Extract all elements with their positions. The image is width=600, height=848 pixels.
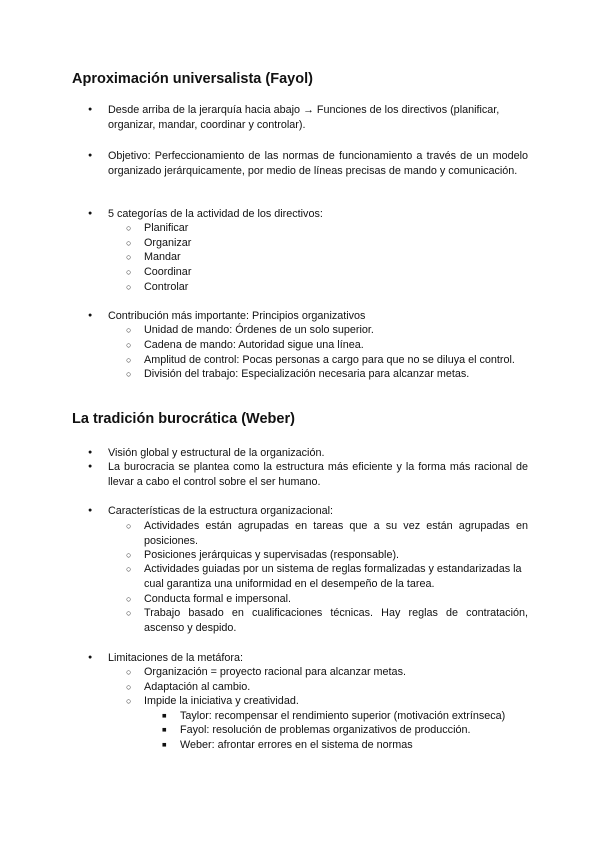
category-item: ○ Planificar bbox=[144, 221, 528, 236]
characteristic-item: ○ Actividades están agrupadas en tareas que a su vez están agrupadas en posiciones. bbox=[144, 519, 528, 548]
characteristic-item: ○ Trabajo basado en cualificaciones técnicas. Hay reglas de contratación, ascenso y despido. bbox=[144, 606, 528, 635]
limitation-item: ○ Organización = proyecto racional para alcanzar metas. bbox=[144, 665, 528, 680]
section-title-weber: La tradición burocrática (Weber) bbox=[72, 411, 295, 427]
principle-item: ○ Unidad de mando: Órdenes de un solo superior. bbox=[144, 323, 528, 338]
bullet-characteristics: ● Características de la estructura organizacional: bbox=[108, 504, 528, 519]
characteristic-item: ○ Posiciones jerárquicas y supervisadas (responsable). bbox=[144, 548, 528, 563]
characteristic-item: ○ Conducta formal e impersonal. bbox=[144, 592, 528, 607]
characteristic-item: ○ Actividades guiadas por un sistema de reglas formalizadas y estandarizadas la cual garantiza una uniformidad en el desempeño de la tarea. bbox=[144, 562, 528, 591]
sub-limitation-item: ■ Taylor: recompensar el rendimiento superior (motivación extrínseca) bbox=[180, 709, 528, 724]
bullet-bureaucracy: ● La burocracia se plantea como la estructura más eficiente y la forma más racional de llevar a cabo el control sobre el ser humano. bbox=[108, 460, 528, 489]
bullet-categories: ● 5 categorías de la actividad de los directivos: bbox=[108, 207, 528, 222]
bullet-objective: ● Objetivo: Perfeccionamiento de las normas de funcionamiento a través de un modelo organizado jerárquicamente, por medio de líneas precisas de mando y comunicación. bbox=[108, 149, 528, 178]
bullet-global-vision: ● Visión global y estructural de la organización. bbox=[108, 446, 528, 461]
limitation-item: ○ Impide la iniciativa y creatividad. bbox=[144, 694, 528, 709]
bullet-contribution: ● Contribución más importante: Principios organizativos bbox=[108, 309, 528, 324]
sub-limitation-item: ■ Fayol: resolución de problemas organizativos de producción. bbox=[180, 723, 528, 738]
bullet-hierarchy: ● Desde arriba de la jerarquía hacia abajo → Funciones de los directivos (planificar, organizar, mandar, coordinar y controlar). bbox=[108, 103, 528, 132]
principle-item: ○ División del trabajo: Especialización necesaria para alcanzar metas. bbox=[144, 367, 528, 382]
principle-item: ○ Cadena de mando: Autoridad sigue una línea. bbox=[144, 338, 528, 353]
category-item: ○ Organizar bbox=[144, 236, 528, 251]
section-title-fayol: Aproximación universalista (Fayol) bbox=[72, 71, 313, 87]
category-item: ○ Controlar bbox=[144, 280, 528, 295]
limitation-item: ○ Adaptación al cambio. bbox=[144, 680, 528, 695]
category-item: ○ Mandar bbox=[144, 250, 528, 265]
category-item: ○ Coordinar bbox=[144, 265, 528, 280]
bullet-limitations: ● Limitaciones de la metáfora: bbox=[108, 651, 528, 666]
principle-item: ○ Amplitud de control: Pocas personas a cargo para que no se diluya el control. bbox=[144, 353, 528, 368]
sub-limitation-item: ■ Weber: afrontar errores en el sistema de normas bbox=[180, 738, 528, 753]
